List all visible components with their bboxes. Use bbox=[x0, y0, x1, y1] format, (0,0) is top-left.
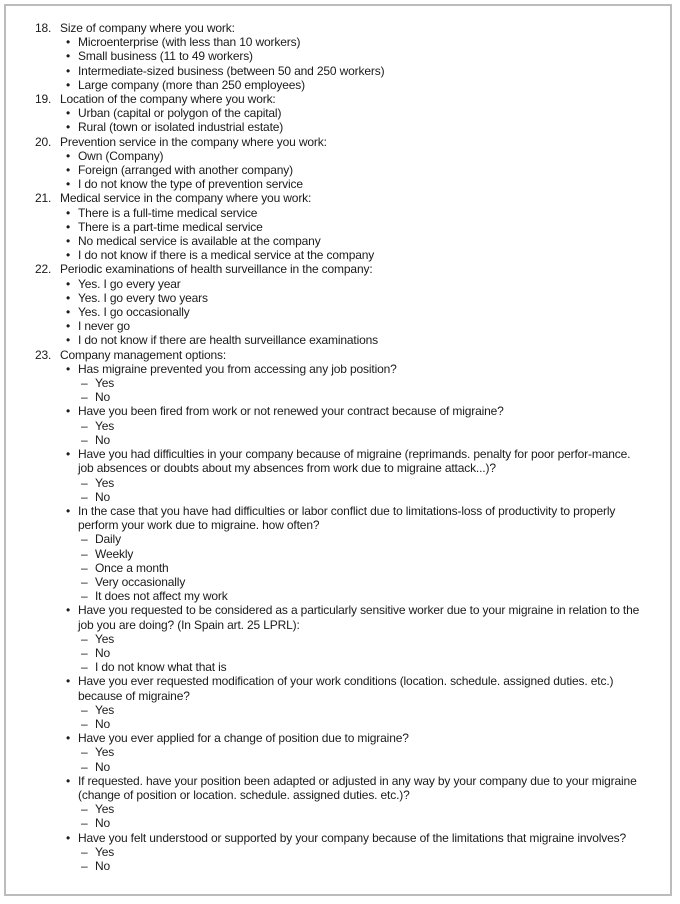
option-text: Have you ever requested modification of your work conditions (location. schedule. assigned duties. etc.) because of migraine? bbox=[78, 674, 614, 703]
question-title: Size of company where you work: bbox=[60, 21, 235, 35]
option-text: Microenterprise (with less than 10 workers) bbox=[78, 35, 301, 50]
option-item bbox=[35, 220, 646, 234]
question-head bbox=[35, 21, 646, 35]
option-item bbox=[35, 177, 646, 191]
dash-icon: – bbox=[81, 645, 88, 660]
option-item bbox=[35, 376, 646, 390]
question-block bbox=[35, 92, 646, 135]
question-head bbox=[35, 135, 646, 149]
option-text: Yes bbox=[95, 844, 115, 859]
question-block bbox=[35, 21, 646, 92]
option-item bbox=[35, 859, 646, 873]
dash-icon: – bbox=[81, 631, 88, 646]
option-text: I do not know what that is bbox=[95, 660, 227, 675]
question-head bbox=[35, 262, 646, 276]
bullet-icon: • bbox=[66, 773, 71, 788]
question-items bbox=[35, 106, 646, 134]
question-items bbox=[35, 149, 646, 192]
option-item bbox=[35, 234, 646, 248]
option-text: No bbox=[95, 816, 111, 831]
dash-icon: – bbox=[81, 716, 88, 731]
option-item bbox=[35, 362, 646, 376]
bullet-icon: • bbox=[66, 447, 71, 462]
dash-icon: – bbox=[81, 574, 88, 589]
option-text: Urban (capital or polygon of the capital) bbox=[78, 106, 282, 121]
option-text: Once a month bbox=[95, 560, 169, 575]
option-item bbox=[35, 561, 646, 575]
option-text: Yes bbox=[95, 745, 115, 760]
dash-icon: – bbox=[81, 432, 88, 447]
option-text: Yes bbox=[95, 418, 115, 433]
option-text: No bbox=[95, 716, 111, 731]
option-text: Daily bbox=[95, 532, 121, 547]
option-item bbox=[35, 674, 646, 702]
bullet-icon: • bbox=[66, 234, 71, 249]
question-number: 18. bbox=[35, 21, 52, 35]
questionnaire bbox=[6, 6, 670, 894]
option-text: Foreign (arranged with another company) bbox=[78, 163, 293, 178]
question-number: 23. bbox=[35, 347, 52, 362]
question-title: Medical service in the company where you work: bbox=[60, 191, 312, 206]
option-item bbox=[35, 476, 646, 490]
bullet-icon: • bbox=[66, 177, 71, 192]
option-item bbox=[35, 120, 646, 134]
option-item bbox=[35, 717, 646, 731]
question-head bbox=[35, 191, 646, 205]
option-text: No bbox=[95, 489, 111, 504]
dash-icon: – bbox=[81, 532, 88, 547]
question-title: Prevention service in the company where you work: bbox=[60, 134, 327, 149]
option-item bbox=[35, 632, 646, 646]
bullet-icon: • bbox=[66, 248, 71, 263]
dash-icon: – bbox=[81, 844, 88, 859]
option-item bbox=[35, 35, 646, 49]
dash-icon: – bbox=[81, 390, 88, 405]
option-item bbox=[35, 802, 646, 816]
option-text: I do not know the type of prevention service bbox=[78, 177, 303, 192]
option-text: No bbox=[95, 759, 111, 774]
option-text: I do not know if there are health surveillance examinations bbox=[78, 333, 378, 348]
option-item bbox=[35, 78, 646, 92]
bullet-icon: • bbox=[66, 731, 71, 746]
dash-icon: – bbox=[81, 660, 88, 675]
option-text: Yes bbox=[95, 376, 115, 391]
option-text: Yes. I go occasionally bbox=[78, 305, 190, 320]
dash-icon: – bbox=[81, 560, 88, 575]
dash-icon: – bbox=[81, 546, 88, 561]
option-text: Own (Company) bbox=[78, 148, 164, 163]
option-item bbox=[35, 831, 646, 845]
option-text: Small business (11 to 49 workers) bbox=[78, 49, 253, 64]
bullet-icon: • bbox=[66, 290, 71, 305]
option-item bbox=[35, 760, 646, 774]
bullet-icon: • bbox=[66, 503, 71, 518]
option-text: There is a full-time medical service bbox=[78, 205, 258, 220]
dash-icon: – bbox=[81, 759, 88, 774]
document-page bbox=[4, 4, 672, 896]
option-item bbox=[35, 660, 646, 674]
bullet-icon: • bbox=[66, 603, 71, 618]
dash-icon: – bbox=[81, 816, 88, 831]
option-item bbox=[35, 206, 646, 220]
option-item bbox=[35, 49, 646, 63]
option-item bbox=[35, 390, 646, 404]
question-number: 20. bbox=[35, 134, 52, 149]
option-text: Have you been fired from work or not renewed your contract because of migraine? bbox=[78, 404, 504, 419]
question-title: Company management options: bbox=[60, 347, 227, 362]
option-text: Yes. I go every two years bbox=[78, 290, 208, 305]
bullet-icon: • bbox=[66, 77, 71, 92]
option-text: I do not know if there is a medical service at the company bbox=[78, 248, 375, 263]
option-item bbox=[35, 277, 646, 291]
option-text: Yes. I go every year bbox=[78, 276, 181, 291]
option-text: There is a part-time medical service bbox=[78, 219, 263, 234]
question-items bbox=[35, 35, 646, 92]
option-item bbox=[35, 774, 646, 802]
option-item bbox=[35, 745, 646, 759]
dash-icon: – bbox=[81, 475, 88, 490]
question-head bbox=[35, 92, 646, 106]
option-text: Yes bbox=[95, 631, 115, 646]
option-text: Yes bbox=[95, 475, 115, 490]
option-text: Rural (town or isolated industrial estate) bbox=[78, 120, 284, 135]
option-text: No bbox=[95, 390, 111, 405]
option-text: Intermediate-sized business (between 50 and 250 workers) bbox=[78, 63, 385, 78]
option-item bbox=[35, 319, 646, 333]
option-item bbox=[35, 291, 646, 305]
option-item bbox=[35, 248, 646, 262]
option-item bbox=[35, 433, 646, 447]
bullet-icon: • bbox=[66, 333, 71, 348]
bullet-icon: • bbox=[66, 219, 71, 234]
option-item bbox=[35, 404, 646, 418]
question-head bbox=[35, 348, 646, 362]
option-text: No medical service is available at the company bbox=[78, 234, 321, 249]
option-text: If requested. have your position been adapted or adjusted in any way by your company due to your migraine (change of position or location. schedule. assigned duties. etc.)? bbox=[78, 773, 637, 802]
question-block bbox=[35, 135, 646, 192]
bullet-icon: • bbox=[66, 49, 71, 64]
option-text: Have you felt understood or supported by your company because of the limitations that migraine involves? bbox=[78, 830, 627, 845]
question-number: 19. bbox=[35, 92, 52, 107]
question-number: 21. bbox=[35, 191, 52, 206]
option-text: No bbox=[95, 432, 111, 447]
option-text: No bbox=[95, 645, 111, 660]
dash-icon: – bbox=[81, 702, 88, 717]
bullet-icon: • bbox=[66, 63, 71, 78]
option-text: Yes bbox=[95, 702, 115, 717]
option-item bbox=[35, 504, 646, 532]
bullet-icon: • bbox=[66, 205, 71, 220]
question-items bbox=[35, 362, 646, 873]
bullet-icon: • bbox=[66, 276, 71, 291]
bullet-icon: • bbox=[66, 361, 71, 376]
option-text: Yes bbox=[95, 802, 115, 817]
question-block bbox=[35, 348, 646, 874]
bullet-icon: • bbox=[66, 404, 71, 419]
bullet-icon: • bbox=[66, 163, 71, 178]
bullet-icon: • bbox=[66, 319, 71, 334]
bullet-icon: • bbox=[66, 120, 71, 135]
dash-icon: – bbox=[81, 418, 88, 433]
option-item bbox=[35, 419, 646, 433]
option-item bbox=[35, 575, 646, 589]
option-text: I never go bbox=[78, 319, 130, 334]
question-items bbox=[35, 277, 646, 348]
bullet-icon: • bbox=[66, 830, 71, 845]
question-block bbox=[35, 191, 646, 262]
dash-icon: – bbox=[81, 489, 88, 504]
option-text: Have you ever applied for a change of position due to migraine? bbox=[78, 731, 409, 746]
option-text: No bbox=[95, 858, 111, 873]
option-item bbox=[35, 845, 646, 859]
option-item bbox=[35, 589, 646, 603]
option-item bbox=[35, 816, 646, 830]
option-text: Very occasionally bbox=[95, 574, 186, 589]
option-item bbox=[35, 532, 646, 546]
bullet-icon: • bbox=[66, 148, 71, 163]
option-text: Large company (more than 250 employees) bbox=[78, 77, 305, 92]
option-item bbox=[35, 149, 646, 163]
option-item bbox=[35, 106, 646, 120]
dash-icon: – bbox=[81, 589, 88, 604]
option-item bbox=[35, 603, 646, 631]
bullet-icon: • bbox=[66, 674, 71, 689]
option-item bbox=[35, 305, 646, 319]
bullet-icon: • bbox=[66, 305, 71, 320]
option-item bbox=[35, 490, 646, 504]
question-title: Periodic examinations of health surveillance in the company: bbox=[60, 262, 373, 277]
question-title: Location of the company where you work: bbox=[60, 92, 276, 107]
option-item bbox=[35, 646, 646, 660]
option-text: Weekly bbox=[95, 546, 134, 561]
option-item bbox=[35, 547, 646, 561]
option-item bbox=[35, 703, 646, 717]
dash-icon: – bbox=[81, 802, 88, 817]
option-item bbox=[35, 731, 646, 745]
option-text: Have you requested to be considered as a particularly sensitive worker due to your migraine in relation to the job you are doing? (In Spain art. 25 LPRL): bbox=[78, 603, 640, 632]
dash-icon: – bbox=[81, 745, 88, 760]
option-item bbox=[35, 333, 646, 347]
option-text: Has migraine prevented you from accessing any job position? bbox=[78, 361, 397, 376]
dash-icon: – bbox=[81, 858, 88, 873]
question-number: 22. bbox=[35, 262, 52, 277]
option-item bbox=[35, 64, 646, 78]
bullet-icon: • bbox=[66, 106, 71, 121]
option-item bbox=[35, 447, 646, 475]
question-items bbox=[35, 206, 646, 263]
bullet-icon: • bbox=[66, 35, 71, 50]
dash-icon: – bbox=[81, 376, 88, 391]
option-item bbox=[35, 163, 646, 177]
option-text: Have you had difficulties in your company because of migraine (reprimands. penalty for poor perfor-mance. job absences or doubts about my absences from work due to migraine attack...)? bbox=[78, 447, 631, 476]
question-block bbox=[35, 262, 646, 347]
option-text: In the case that you have had difficulties or labor conflict due to limitations-loss of productivity to properly perform your work due to migraine. how often? bbox=[78, 503, 616, 533]
option-text: It does not affect my work bbox=[95, 589, 228, 604]
